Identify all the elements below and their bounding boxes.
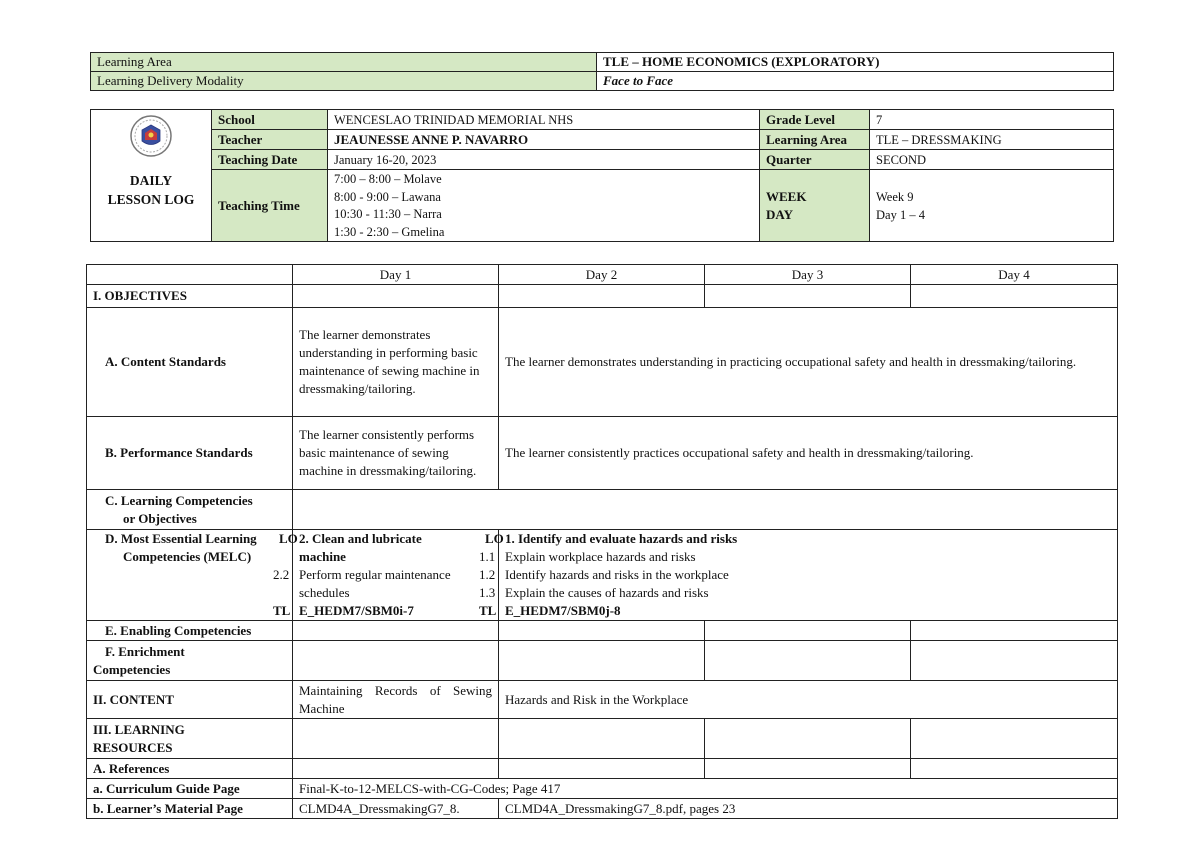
learners-material-day1: CLMD4A_DressmakingG7_8.	[293, 799, 499, 819]
corner-cell	[87, 265, 293, 285]
performance-standards-day1: The learner consistently performs basic maintenance of sewing machine in dressmaking/tailoring.	[293, 417, 499, 490]
teaching-date-label: Teaching Date	[212, 150, 328, 170]
teaching-time-list	[328, 170, 760, 242]
learning-resources-label: III. LEARNING RESOURCES	[87, 719, 293, 759]
grade-level-value: 7	[870, 110, 1114, 130]
learning-area-label-2: Learning Area	[760, 130, 870, 150]
modality-value: Face to Face	[597, 72, 1114, 91]
week-day-value: Week 9 Day 1 – 4	[870, 170, 1114, 242]
content-label: II. CONTENT	[87, 681, 293, 719]
learning-competencies-label: C. Learning Competencies or Objectives	[87, 490, 293, 530]
time-slot: 1:30 - 2:30 – Gmelina	[334, 224, 445, 239]
learning-area-table	[90, 52, 1114, 91]
teacher-value: JEAUNESSE ANNE P. NAVARRO	[328, 130, 760, 150]
week-day-label: WEEK DAY	[760, 170, 870, 242]
content-standards-day1: The learner demonstrates understanding in performing basic maintenance of sewing machine in dressmaking/tailoring.	[293, 308, 499, 417]
school-value: WENCESLAO TRINIDAD MEMORIAL NHS	[328, 110, 760, 130]
performance-standards-rest: The learner consistently practices occupational safety and health in dressmaking/tailoring.	[499, 417, 1118, 490]
enrichment-competencies-label: F. Enrichment Competencies	[87, 641, 293, 681]
learners-material-label: b. Learner’s Material Page	[87, 799, 293, 819]
day-header: Day 3	[705, 265, 911, 285]
content-day1: Maintaining Records of Sewing Machine	[293, 681, 499, 719]
content-standards-rest: The learner demonstrates understanding in practicing occupational safety and health in dressmaking/tailoring.	[499, 308, 1118, 417]
melc-day1: LO 2. Clean and lubricate machine 2.2 Perform regular maintenance schedules TL E_HEDM7/SBM0i-7	[293, 530, 499, 621]
deped-logo-cell	[91, 110, 212, 242]
learning-area-value: TLE – HOME ECONOMICS (EXPLORATORY)	[597, 53, 1114, 72]
grade-level-label: Grade Level	[760, 110, 870, 130]
quarter-value: SECOND	[870, 150, 1114, 170]
school-info-table	[90, 109, 1114, 242]
quarter-label: Quarter	[760, 150, 870, 170]
content-standards-label: A. Content Standards	[87, 308, 293, 417]
references-label: A. References	[87, 759, 293, 779]
day-header: Day 1	[293, 265, 499, 285]
learning-area-label: Learning Area	[91, 53, 597, 72]
melc-label: D. Most Essential Learning Competencies (MELC)	[87, 530, 293, 621]
enabling-competencies-label: E. Enabling Competencies	[87, 621, 293, 641]
melc-rest: LO 1. Identify and evaluate hazards and risks 1.1 Explain workplace hazards and risks 1.2 Identify hazards and risks in the workplace 1.3 Explain the causes of hazards and risks TL E_HEDM7/SBM0j-8	[499, 530, 1118, 621]
teaching-date-value: January 16-20, 2023	[328, 150, 760, 170]
learners-material-rest: CLMD4A_DressmakingG7_8.pdf, pages 23	[499, 799, 1118, 819]
objectives-label: I. OBJECTIVES	[87, 285, 293, 308]
school-label: School	[212, 110, 328, 130]
curriculum-guide-value: Final-K-to-12-MELCS-with-CG-Codes; Page 417	[293, 779, 1118, 799]
teaching-time-label: Teaching Time	[212, 170, 328, 242]
time-slot: 8:00 - 9:00 – Lawana	[334, 189, 441, 204]
performance-standards-label: B. Performance Standards	[87, 417, 293, 490]
time-slot: 10:30 - 11:30 – Narra	[334, 207, 442, 221]
day-header: Day 4	[911, 265, 1118, 285]
deped-seal-icon	[129, 114, 173, 158]
teacher-label: Teacher	[212, 130, 328, 150]
content-rest: Hazards and Risk in the Workplace	[499, 681, 1118, 719]
curriculum-guide-label: a. Curriculum Guide Page	[87, 779, 293, 799]
modality-label: Learning Delivery Modality	[91, 72, 597, 91]
lesson-plan-table	[86, 264, 1118, 819]
day-header: Day 2	[499, 265, 705, 285]
daily-lesson-log-title: DAILY LESSON LOG	[107, 173, 195, 207]
learning-area-value-2: TLE – DRESSMAKING	[870, 130, 1114, 150]
time-slot: 7:00 – 8:00 – Molave	[334, 172, 442, 186]
